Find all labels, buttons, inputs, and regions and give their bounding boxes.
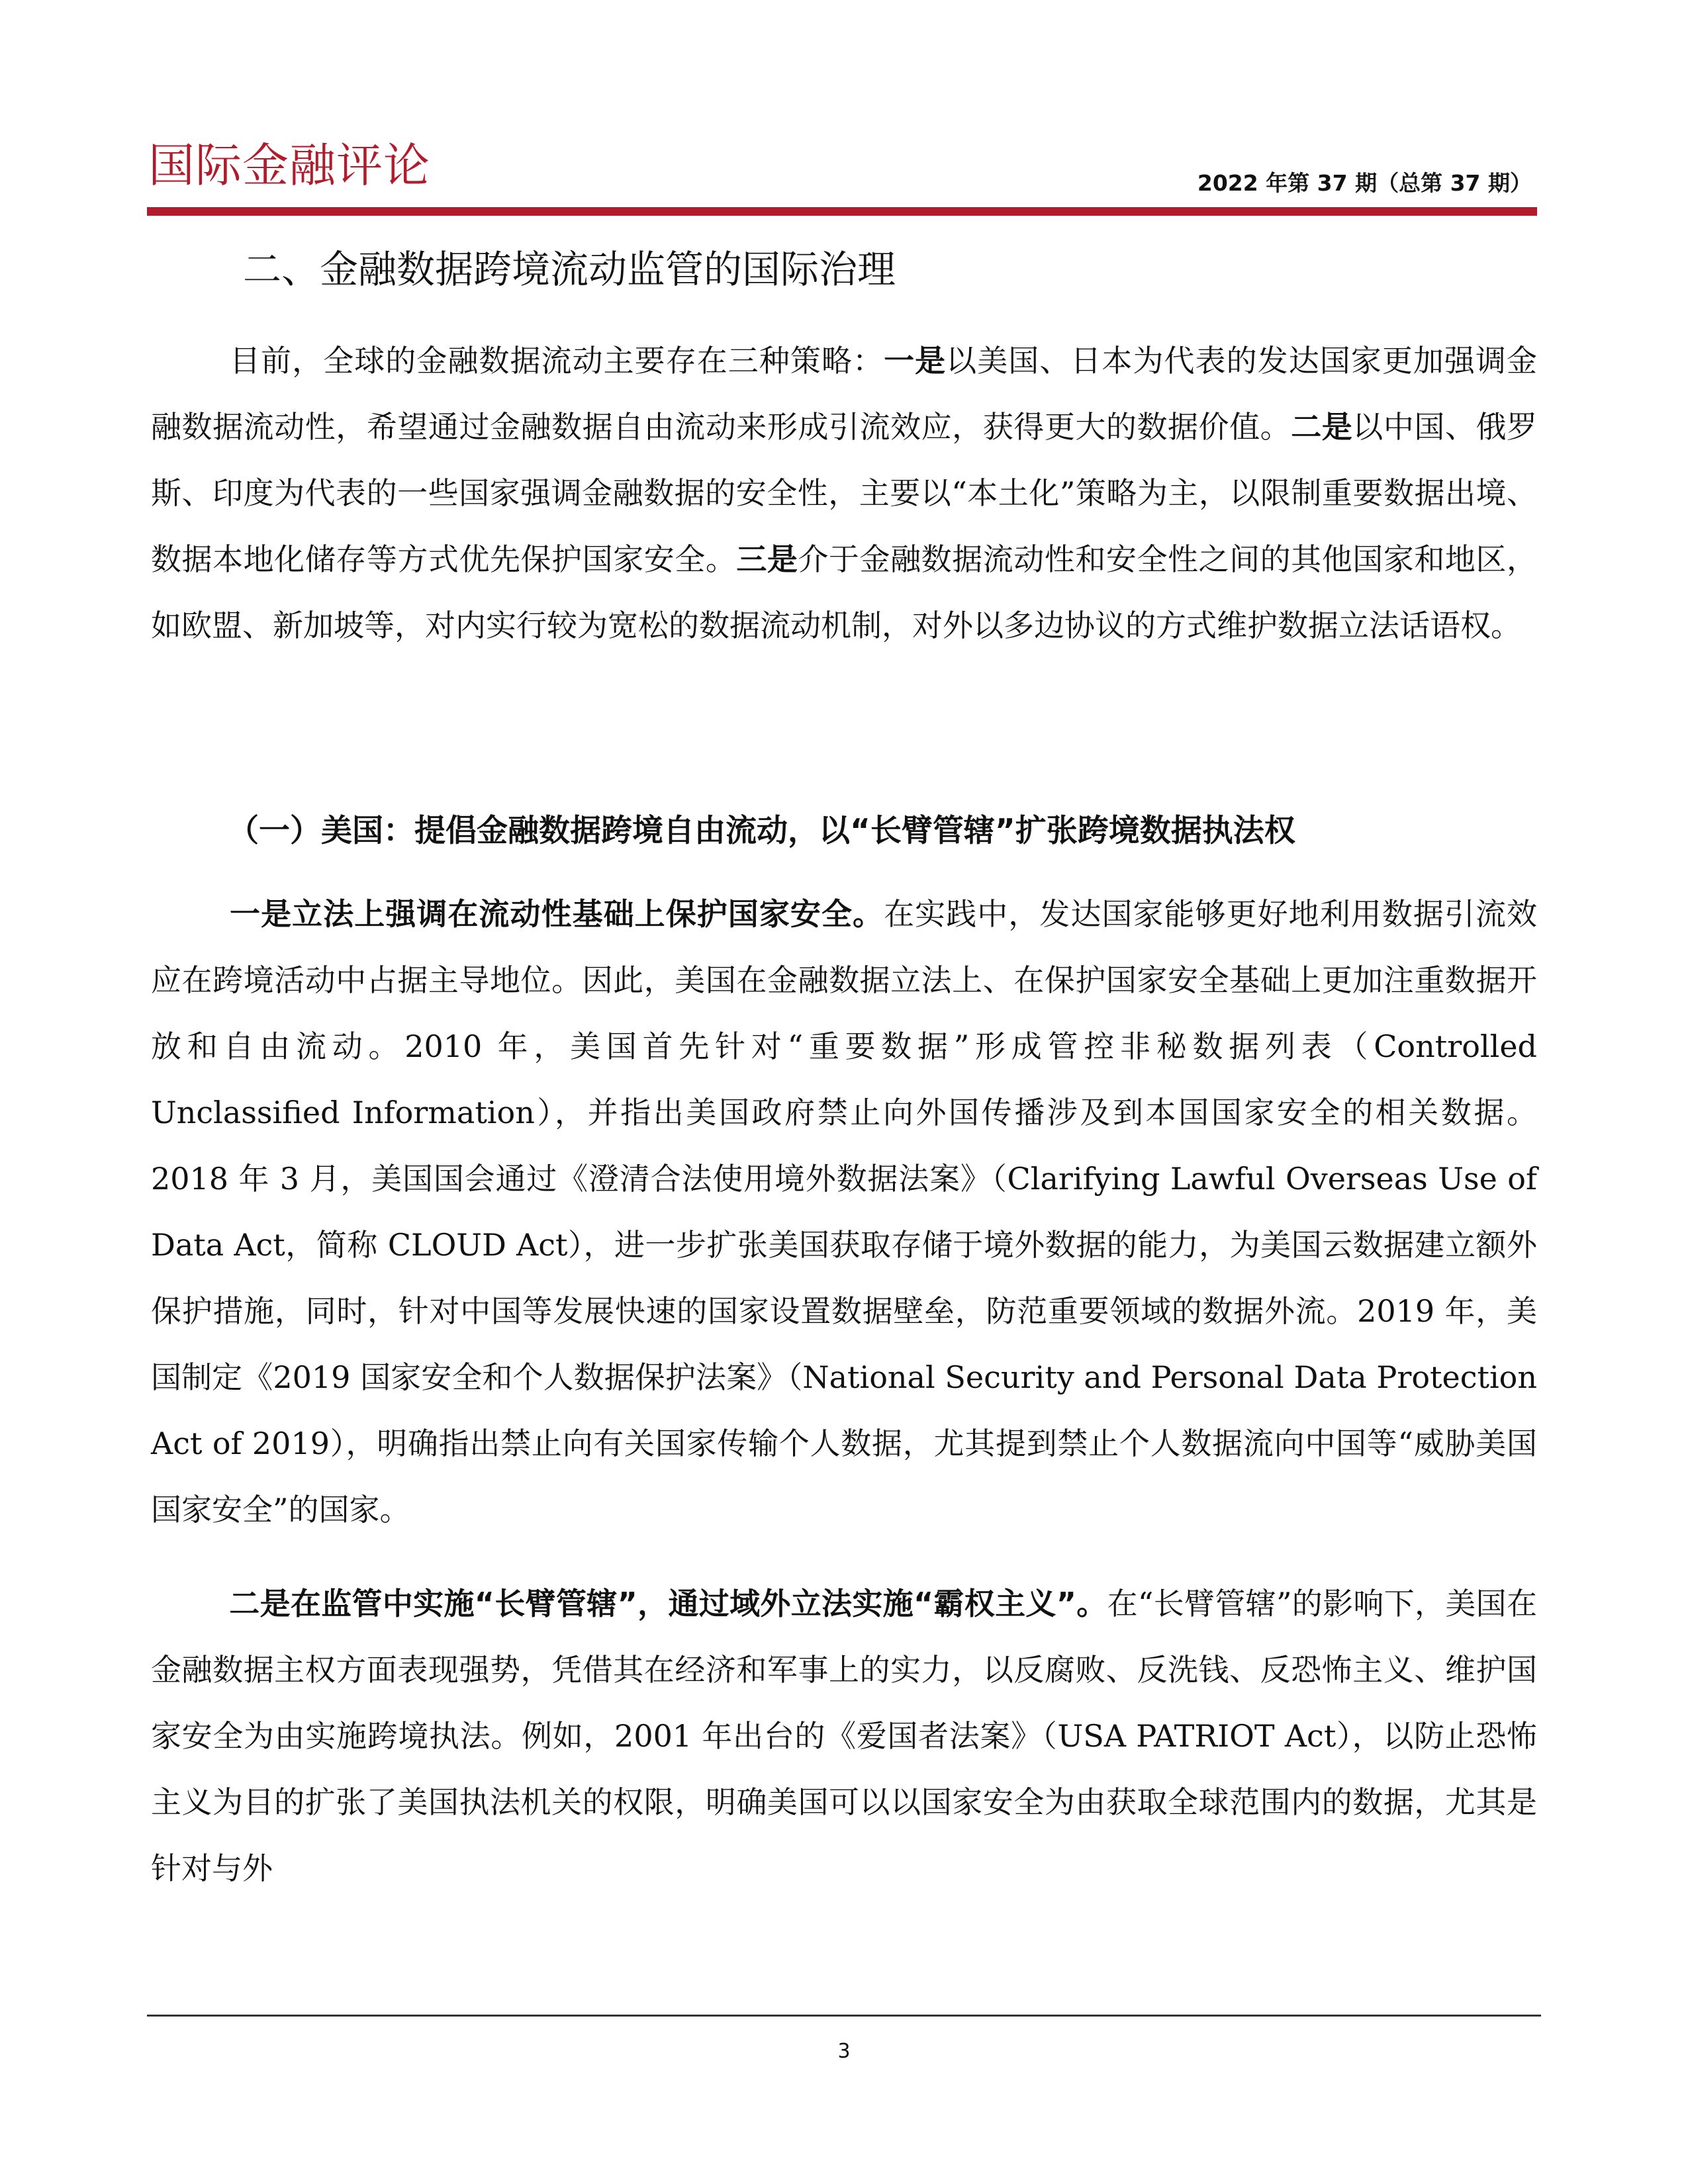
paragraph-strategies (151, 328, 1537, 659)
paragraph-text: 目前，全球的金融数据流动主要存在三种策略： (229, 343, 884, 379)
paragraph-text: 在实践中，发达国家能够更好地利用数据引流效应在跨境活动中占据主导地位。因此，美国在金融数据立法上、在保护国家安全基础上更加注重数据开放和自由流动。2010 年，美国首先针对“重要数据”形成管控非秘数据列表（Controlled Unclassified Information），并指出美国政府禁止向外国传播涉及到本国国家安全的相关数据。2018 年 3 月，美国国会通过《澄清合法使用境外数据法案》（Clarifying Lawful Overseas Use of Data Act，简称 CLOUD Act），进一步扩张美国获取存储于境外数据的能力，为美国云数据建立额外保护措施，同时，针对中国等发展快速的国家设置数据壁垒，防范重要领域的数据外流。2019 年，美国制定《2019 国家安全和个人数据保护法案》（National Security and Personal Data Protection Act of 2019），明确指出禁止向有关国家传输个人数据，尤其提到禁止个人数据流向中国等“威胁美国国家安全”的国家。 (151, 896, 1538, 1527)
page-number: 3 (837, 2040, 851, 2063)
header-divider (147, 207, 1537, 216)
emphasis-second: 二是 (1291, 409, 1353, 445)
issue-info: 2022 年第 37 期（总第 37 期） (1197, 170, 1532, 196)
paragraph-text: 以中国、俄罗斯、印度为代表的一些国家强调金融数据的安全性，主要以“本土化”策略为主，以限制重要数据出境、数据本地化储存等方式优先保护国家安全。 (151, 409, 1538, 577)
paragraph-text: 以美国、日本为代表的发达国家更加强调金融数据流动性，希望通过金融数据自由流动来形成引流效应，获得更大的数据价值。 (151, 343, 1538, 445)
emphasis-third: 三是 (736, 541, 798, 577)
paragraph-us-legislation (151, 881, 1537, 1543)
section-heading: 二、金融数据跨境流动监管的国际治理 (243, 247, 896, 292)
emphasis-first: 一是 (884, 343, 947, 379)
paragraph-text: 在“长臂管辖”的影响下，美国在金融数据主权方面表现强势，凭借其在经济和军事上的实力，以反腐败、反洗钱、反恐怖主义、维护国家安全为由实施跨境执法。例如，2001 年出台的《爱国者法案》（USA PATRIOT Act），以防止恐怖主义为目的扩张了美国执法机关的权限，明确美国可以以国家安全为由获取全球范围内的数据，尤其是针对与外 (151, 1586, 1537, 1886)
paragraph-text: 介于金融数据流动性和安全性之间的其他国家和地区，如欧盟、新加坡等，对内实行较为宽松的数据流动机制，对外以多边协议的方式维护数据立法话语权。 (151, 541, 1538, 643)
journal-title: 国际金融评论 (148, 138, 430, 193)
paragraph-lead: 一是立法上强调在流动性基础上保护国家安全。 (229, 896, 884, 932)
footer-divider (147, 2015, 1541, 2017)
paragraph-lead: 二是在监管中实施“长臂管辖”，通过域外立法实施“霸权主义”。 (229, 1586, 1107, 1621)
paragraph-long-arm-jurisdiction (151, 1570, 1537, 1901)
subsection-heading: （一）美国：提倡金融数据跨境自由流动，以“长臂管辖”扩张跨境数据执法权 (228, 813, 1295, 849)
